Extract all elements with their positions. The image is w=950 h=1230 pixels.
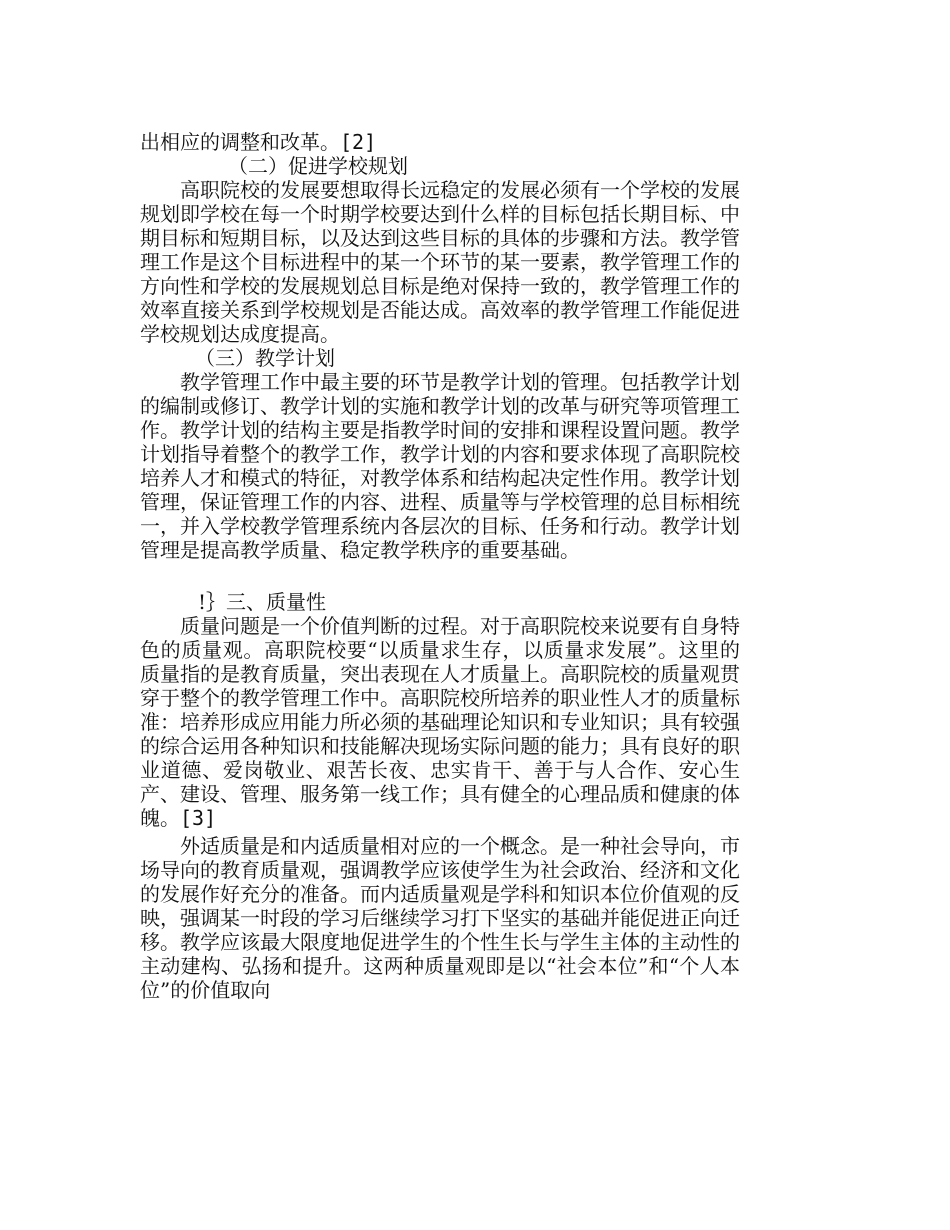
section-heading-planning: （二）促进学校规划 [228, 154, 408, 178]
opening-paragraph [140, 130, 740, 154]
citation-ref: [2] [340, 130, 377, 154]
paragraph-planning: 高职院校的发展要想取得长远稳定的发展必须有一个学校的发展规划即学校在每一个时期学校要达到什么样的目标包括长期目标、中期目标和短期目标，以及达到这些目标的具体的步骤和方法。教学管理工作是这个目标进程中的某一个环节的某一要素，教学管理工作的方向性和学校的发展规划总目标是绝对保持一致的，教学管理工作的效率直接关系到学校规划是否能达成。高效率的教学管理工作能促进学校规划达成度提高。 [140, 178, 740, 346]
section-heading-quality: !｝三、质量性 [198, 590, 327, 614]
paragraph-adaptation-quality: 外适质量是和内适质量相对应的一个概念。是一种社会导向，市场导向的教育质量观，强调教学应该使学生为社会政治、经济和文化的发展作好充分的准备。而内适质量观是学科和知识本位价值观的反映，强调某一时段的学习后继续学习打下坚实的基础并能促进正向迁移。教学应该最大限度地促进学生的个性生长与学生主体的主动性的主动建构、弘扬和提升。这两种质量观即是以“社会本位”和“个人本位”的价值取向 [140, 834, 740, 1002]
opening-text: 出相应的调整和改革。 [140, 130, 340, 154]
paragraph-quality [140, 614, 740, 830]
section-heading-teaching-plan: （三）教学计划 [195, 346, 335, 370]
quality-text: 质量问题是一个价值判断的过程。对于高职院校来说要有自身特色的质量观。高职院校要“以质量求生存，以质量求发展”。这里的质量指的是教育质量，突出表现在人才质量上。高职院校的质量观贯穿于整个的教学管理工作中。高职院校所培养的职业性人才的质量标准：培养形成应用能力所必须的基础理论知识和专业知识；具有较强的综合运用各种知识和技能解决现场实际问题的能力；具有良好的职业道德、爱岗敬业、艰苦长夜、忠实肯干、善于与人合作、安心生产、建设、管理、服务第一线工作；具有健全的心理品质和健康的体魄。 [140, 614, 740, 830]
citation-ref: [3] [180, 806, 217, 830]
paragraph-teaching-plan: 教学管理工作中最主要的环节是教学计划的管理。包括教学计划的编制或修订、教学计划的实施和教学计划的改革与研究等项管理工作。教学计划的结构主要是指教学时间的安排和课程设置问题。教学计划指导着整个的教学工作，教学计划的内容和要求体现了高职院校培养人才和模式的特征，对教学体系和结构起决定性作用。教学计划管理，保证管理工作的内容、进程、质量等与学校管理的总目标相统一，并入学校教学管理系统内各层次的目标、任务和行动。教学计划管理是提高教学质量、稳定教学秩序的重要基础。 [140, 370, 740, 562]
document-page [140, 130, 740, 1002]
